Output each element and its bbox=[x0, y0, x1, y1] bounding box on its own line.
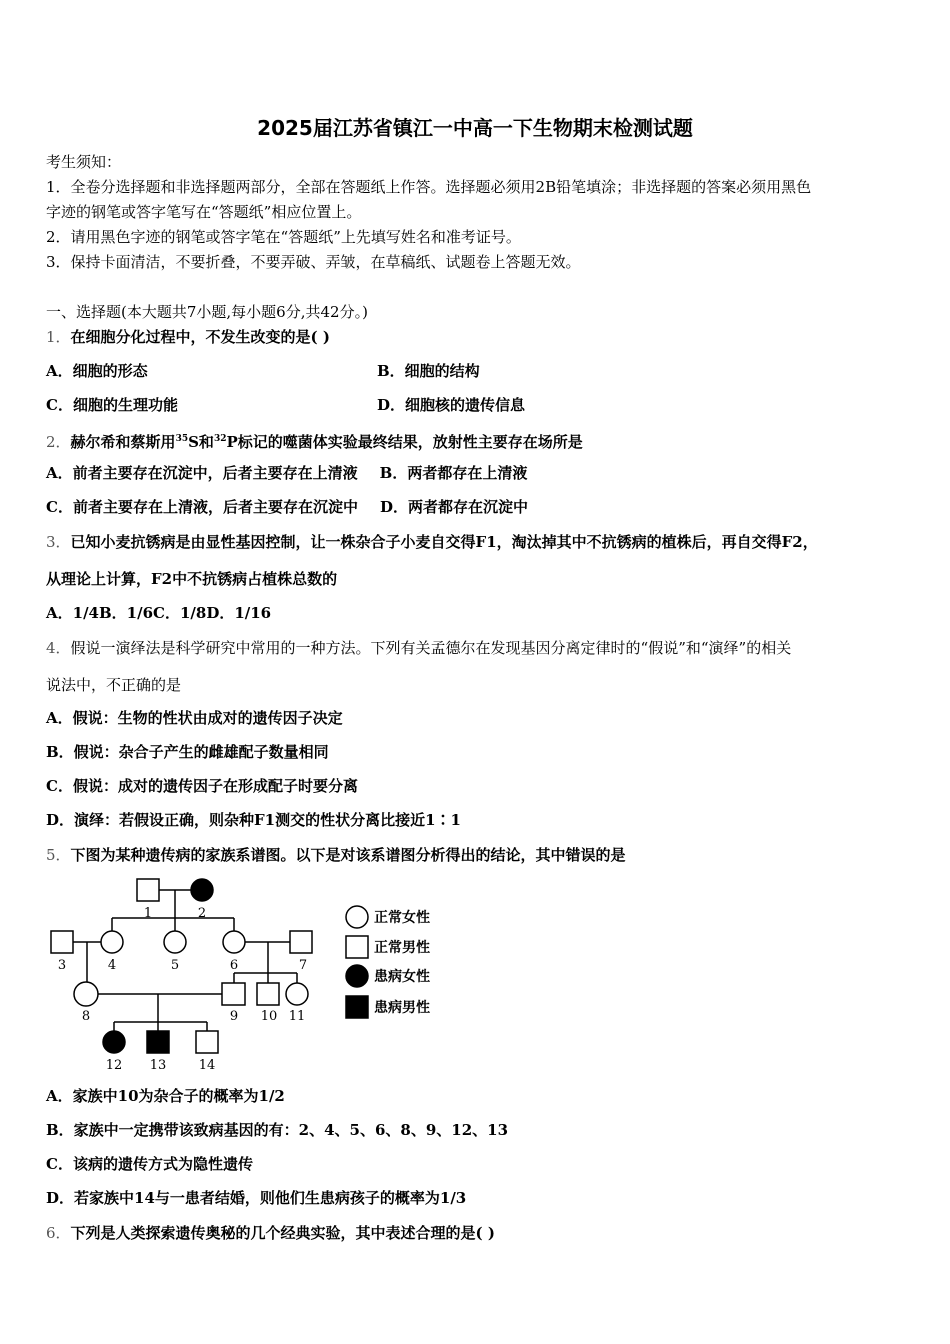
question-number: 5． bbox=[46, 846, 71, 864]
question-1 bbox=[46, 327, 330, 347]
q5-option-d: D．若家族中14与一患者结婚，则他们生患病孩子的概率为1/3 bbox=[46, 1189, 467, 1207]
label-8: 8 bbox=[81, 1009, 91, 1024]
q5-option-c: C．该病的遗传方式为隐性遗传 bbox=[46, 1155, 253, 1173]
page-title: 2025届江苏省镇江一中高一下生物期末检测试题 bbox=[257, 116, 693, 140]
q1-option-c: C．细胞的生理功能 bbox=[46, 396, 178, 414]
label-9: 9 bbox=[229, 1009, 239, 1024]
q4-option-a: A．假说：生物的性状由成对的遗传因子决定 bbox=[46, 709, 343, 727]
question-number: 1． bbox=[46, 328, 71, 346]
individual-12 bbox=[103, 1031, 125, 1053]
question-2 bbox=[46, 429, 583, 452]
notice-item-3: 3．保持卡面清洁，不要折叠，不要弄破、弄皱，在草稿纸、试题卷上答题无效。 bbox=[46, 253, 581, 271]
notice-heading: 考生须知： bbox=[46, 153, 122, 171]
label-12: 12 bbox=[105, 1058, 123, 1073]
question-6 bbox=[46, 1223, 495, 1243]
question-stem: 下图为某种遗传病的家族系谱图。以下是对该系谱图分析得出的结论，其中错误的是 bbox=[70, 846, 626, 864]
q4-option-b: B．假说：杂合子产生的雌雄配子数量相同 bbox=[46, 743, 329, 761]
label-11: 11 bbox=[288, 1009, 306, 1024]
legend-normal-female: 正常女性 bbox=[374, 910, 430, 926]
legend-affected-female-icon bbox=[346, 965, 368, 987]
individual-10 bbox=[257, 983, 279, 1005]
stem-part: P标记的噬菌体实验最终结果，放射性主要存在场所是 bbox=[226, 433, 583, 451]
q5-option-b: B．家族中一定携带该致病基因的有：2、4、5、6、8、9、12、13 bbox=[46, 1121, 509, 1139]
option-d: D．两者都存在沉淀中 bbox=[379, 498, 528, 516]
isotope-32: 32 bbox=[213, 434, 227, 444]
q4-option-c: C．假说：成对的遗传因子在形成配子时要分离 bbox=[46, 777, 358, 795]
notice-item-1b: 字迹的钢笔或答字笔写在“答题纸”相应位置上。 bbox=[46, 203, 362, 221]
individual-5 bbox=[164, 931, 186, 953]
question-3 bbox=[46, 532, 818, 552]
isotope-35: 35 bbox=[175, 434, 189, 444]
notice-item-2: 2．请用黑色字迹的钢笔或答字笔在“答题纸”上先填写姓名和准考证号。 bbox=[46, 228, 521, 246]
pedigree-chart bbox=[40, 872, 460, 1077]
q2-option-c bbox=[46, 497, 528, 517]
label-4: 4 bbox=[107, 958, 117, 973]
question-stem: 假说一演绎法是科学研究中常用的一种方法。下列有关孟德尔在发现基因分离定律时的“假说”和“演绎”的相关 bbox=[70, 639, 792, 657]
option-c: C．前者主要存在上清液，后者主要存在沉淀中 bbox=[46, 498, 358, 516]
option-b: B．两者都存在上清液 bbox=[379, 464, 528, 482]
legend-affected-male: 患病男性 bbox=[374, 1000, 430, 1016]
question-5 bbox=[46, 845, 626, 865]
question-stem: 在细胞分化过程中，不发生改变的是( ) bbox=[70, 328, 330, 346]
question-number: 4． bbox=[46, 639, 71, 657]
q1-option-d: D．细胞核的遗传信息 bbox=[377, 396, 526, 414]
label-2: 2 bbox=[197, 906, 207, 921]
q4-option-d: D．演绎：若假设正确，则杂种F1测交的性状分离比接近1∶1 bbox=[46, 811, 461, 829]
label-5: 5 bbox=[170, 958, 180, 973]
legend-normal-male: 正常男性 bbox=[374, 940, 430, 956]
q5-option-a: A．家族中10为杂合子的概率为1/2 bbox=[46, 1087, 285, 1105]
legend-normal-female-icon bbox=[346, 906, 368, 928]
label-14: 14 bbox=[198, 1058, 216, 1073]
q1-option-b: B．细胞的结构 bbox=[377, 362, 480, 380]
question-stem bbox=[71, 433, 583, 451]
question-stem: 下列是人类探索遗传奥秘的几个经典实验，其中表述合理的是( ) bbox=[70, 1224, 495, 1242]
notice-item-1a: 1．全卷分选择题和非选择题两部分，全部在答题纸上作答。选择题必须用2B铅笔填涂；非选择题的答案必须用黑色 bbox=[46, 178, 812, 196]
individual-4 bbox=[101, 931, 123, 953]
question-stem: 已知小麦抗锈病是由显性基因控制，让一株杂合子小麦自交得F1，淘汰掉其中不抗锈病的植株后，再自交得F2， bbox=[70, 533, 818, 551]
label-1: 1 bbox=[143, 906, 153, 921]
label-10: 10 bbox=[260, 1009, 278, 1024]
stem-part: S和 bbox=[188, 433, 214, 451]
legend-affected-female: 患病女性 bbox=[374, 969, 430, 985]
question-number: 6． bbox=[46, 1224, 71, 1242]
label-13: 13 bbox=[149, 1058, 167, 1073]
option-a: A．前者主要存在沉淀中，后者主要存在上清液 bbox=[46, 464, 358, 482]
legend-affected-male-icon bbox=[346, 996, 368, 1018]
q3-options: A．1/4B．1/6C．1/8D．1/16 bbox=[46, 604, 272, 622]
question-number: 3． bbox=[46, 533, 71, 551]
section-heading: 一、选择题(本大题共7小题,每小题6分,共42分。) bbox=[46, 303, 368, 321]
q1-option-a: A．细胞的形态 bbox=[46, 362, 148, 380]
individual-7 bbox=[290, 931, 312, 953]
label-7: 7 bbox=[298, 958, 308, 973]
stem-part: 赫尔希和蔡斯用 bbox=[70, 433, 176, 451]
question-4 bbox=[46, 638, 791, 658]
individual-14 bbox=[196, 1031, 218, 1053]
label-6: 6 bbox=[229, 958, 239, 973]
individual-3 bbox=[51, 931, 73, 953]
individual-8 bbox=[74, 982, 98, 1006]
label-3: 3 bbox=[57, 958, 67, 973]
individual-2 bbox=[191, 879, 213, 901]
legend-normal-male-icon bbox=[346, 936, 368, 958]
q2-option-a bbox=[46, 463, 527, 483]
q3-stem-cont: 从理论上计算，F2中不抗锈病占植株总数的 bbox=[46, 570, 338, 588]
q4-stem-cont: 说法中，不正确的是 bbox=[46, 676, 182, 694]
individual-6 bbox=[223, 931, 245, 953]
individual-9 bbox=[222, 983, 245, 1005]
individual-13 bbox=[147, 1031, 169, 1053]
individual-11 bbox=[286, 983, 308, 1005]
individual-1 bbox=[137, 879, 159, 901]
question-number: 2． bbox=[46, 433, 71, 451]
